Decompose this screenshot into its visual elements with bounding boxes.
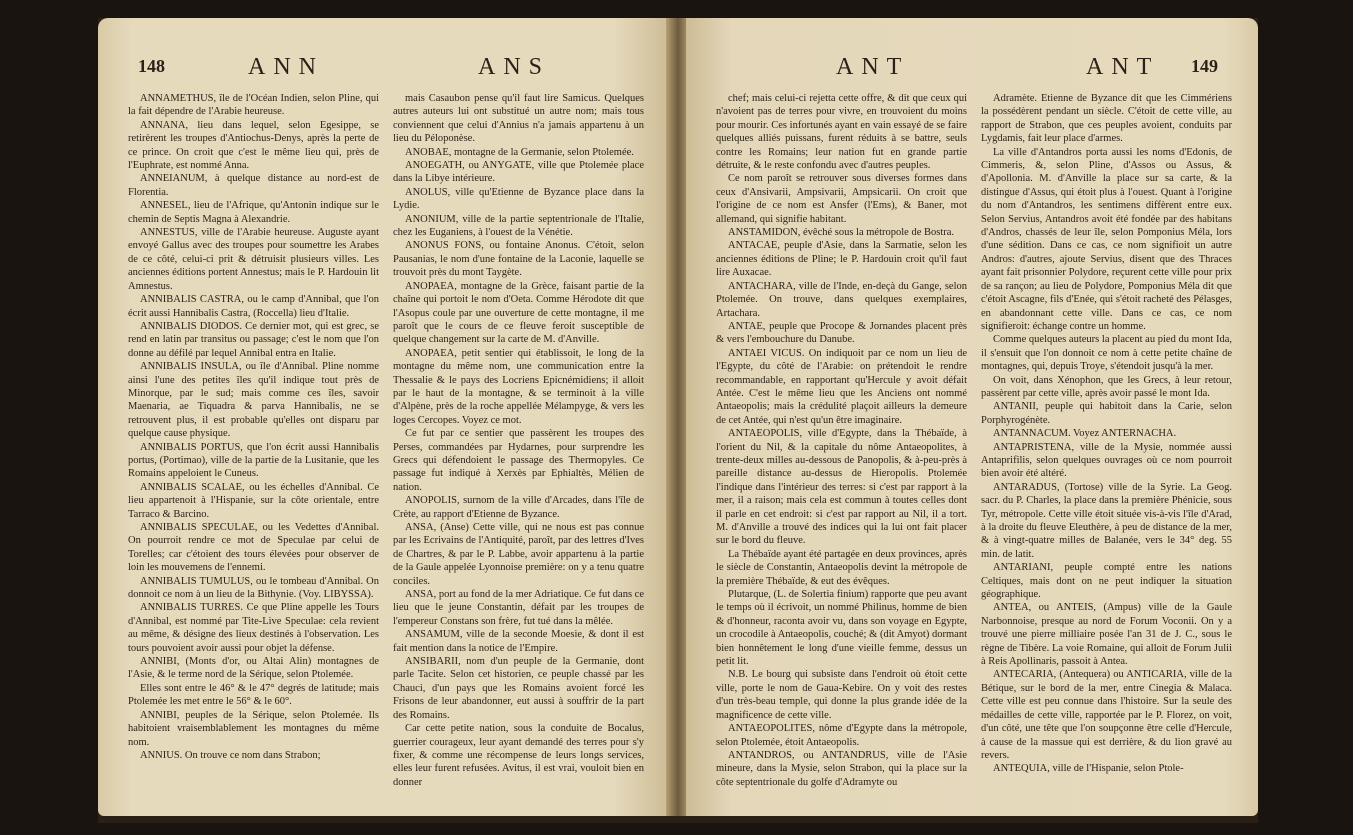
dictionary-entry: ANNIBI, peuples de la Sérique, selon Ptolemée. Ils habitoient vraisemblablement les montagnes du même nom. [128, 709, 379, 748]
dictionary-entry: ANOEGATH, ou ANYGATE, ville que Ptolemée place dans la Libye intérieure. [393, 160, 644, 185]
dictionary-entry: ANNIUS. On trouve ce nom dans Strabon; [140, 749, 321, 761]
text-column [716, 92, 967, 802]
dictionary-entry: ANTEQUIA, ville de l'Hispanie, selon Ptole- [993, 763, 1184, 775]
dictionary-entry: mais Casaubon pense qu'il faut lire Samicus. Quelques autres auteurs lui ont substitué un autre nom; mais tous conviennent que celui d'Annius n'a jamais appartenu à un lieu du Péloponèse. [393, 93, 644, 145]
dictionary-entry: ANSAMUM, ville de la seconde Moesie, & dont il est fait mention dans la notice de l'Empire. [393, 629, 644, 654]
dictionary-entry: ANTARIANI, peuple compté entre les nations Celtiques, mais dont on ne peut indiquer la situation géographique. [981, 562, 1232, 601]
running-head-right: ANS [478, 54, 551, 80]
dictionary-entry: ANONUS FONS, ou fontaine Anonus. C'étoit, selon Pausanias, le nom d'une fontaine de la Laconie, laquelle se trouvoit près du mont Taygète. [393, 240, 644, 279]
dictionary-entry: ANONIUM, ville de la partie septentrionale de l'Italie, chez les Euganiens, à l'ouest de la Vénétie. [393, 213, 644, 239]
dictionary-entry: ANTARADUS, (Tortose) ville de la Syrie. La Geog. sacr. du P. Charles, la place dans la première Phénicie, sous Tyr, métropole. Cette ville étoit située vis-à-vis l'île d'Arad, à la droite du fleuve Eleuthère, à peu de distance de la mer, & à vingt-quatre milles de Balanée, vers le 34° deg. 55 min. de latit. [981, 481, 1232, 560]
dictionary-entry: ANTAE, peuple que Procope & Jornandes placent près & vers l'embouchure du Danube. [716, 320, 967, 346]
dictionary-entry: ANOBAE, montagne de la Germanie, selon Ptolemée. [405, 146, 634, 158]
dictionary-entry: ANNIBALIS DIODOS. Ce dernier mot, qui est grec, se rend en latin par transitus ou passage; c'est le nom que l'on donne au défilé par lequel Annibal entra en Italie. [128, 320, 379, 359]
dictionary-entry: ANSA, (Anse) Cette ville, qui ne nous est pas connue par les Ecrivains de l'Antiquité, paroît, par des lettres d'Ives de Chartres, & par le P. Labbe, avoir appartenu à la partie de la Gaule appelée Lyonnoise première: on y a tenu quatre conciles. [393, 522, 644, 587]
dictionary-entry: On voit, dans Xénophon, que les Grecs, à leur retour, passèrent par cette ville, après avoir passé le mont Ida. [981, 374, 1232, 399]
dictionary-entry: ANTAEI VICUS. On indiquoit par ce nom un lieu de l'Egypte, du côté de l'Arabie: on prétendoit le rendre recommandable, en rapportant qu'Hercule y avoit défait Antée. C'est le même lieu que les Anciens ont nommé Antaeopolis; mais la crédulité plaçoit ailleurs la demeure de cet Antée, qui n'est qu'un être imaginaire. [716, 347, 967, 426]
dictionary-entry: ANNIBALIS INSULA, ou île d'Annibal. Pline nomme ainsi l'une des petites îles qu'il indique tout près de Minorque, par le sud; mais comme ces îles, savoir Maenaria, ae Tiquadra & parva Hannibalis, ne se retrouvent plus, il est probable qu'elles ont disparu par quelque cause physique. [128, 361, 379, 440]
dictionary-entry: ANNEIANUM, à quelque distance au nord-est de Florentia. [128, 173, 379, 198]
dictionary-entry: ANOPOLIS, surnom de la ville d'Arcades, dans l'île de Crète, au rapport d'Etienne de Byzance. [393, 495, 644, 520]
dictionary-entry: Ce nom paroît se retrouver sous diverses formes dans ceux d'Ansivarii, Ampsivarii, Ampsicarii. On croit que l'origine de ce nom est Ansfer (l'Ems), & Baner, mot allemand, qui signifie habitant. [716, 173, 967, 225]
right-page-header [726, 54, 1218, 88]
open-book [98, 18, 1258, 823]
running-head-left: ANN [248, 54, 324, 80]
dictionary-entry: Plutarque, (L. de Solertia finium) rapporte que peu avant le temps où il écrivoit, un nommé Philinus, homme de bien & d'honneur, raconta avoir vu, dans son voyage en Egypte, un crocodile à Antaeopolis, couché; & (dit Amyot) dormant bien honnêtement le long d'une vieille femme, dessus un petit lit. [716, 589, 967, 668]
text-column [393, 92, 644, 802]
dictionary-entry: ANNIBALIS TUMULUS, ou le tombeau d'Annibal. On donnoit ce nom à un lieu de la Bithynie. (Voy. LIBYSSA). [128, 575, 379, 601]
right-page [686, 18, 1258, 816]
dictionary-entry: N.B. Le bourg qui subsiste dans l'endroit où étoit cette ville, porte le nom de Gaua-Kebire. On y voit des restes d'un très-beau temple, qui donne la plus grande idée de la magnificence de cette ville. [716, 669, 967, 721]
dictionary-entry: ANNESEL, lieu de l'Afrique, qu'Antonin indique sur le chemin de Septis Magna à Alexandrie. [128, 200, 379, 225]
dictionary-entry: ANTAEOPOLITES, nôme d'Egypte dans la métropole, selon Ptolemée, étoit Antaeopolis. [716, 723, 967, 748]
dictionary-entry: ANTEA, ou ANTEIS, (Ampus) ville de la Gaule Narbonnoise, presque au nord de Forum Voconii. On y a trouvé une pierre milliaire posée l'an 31 de J. C., sous le règne de Tibère. La voie Romaine, qui alloit de Forum Julii à Reis Apollinaris, passoit à Antea. [981, 602, 1232, 668]
page-number: 149 [1191, 56, 1218, 76]
dictionary-entry: ANTANNACUM. Voyez ANTERNACHA. [993, 428, 1177, 440]
dictionary-entry: ANNIBALIS PORTUS, que l'on écrit aussi Hannibalis portus, (Portimao), ville de la partie de la Lusitanie, que les Romains appeloient le Cuneus. [128, 441, 379, 480]
dictionary-entry: ANTANDROS, ou ANTANDRUS, ville de l'Asie mineure, dans la Mysie, selon Strabon, qui la place sur la côte septentrionale du golfe d'Adramyte ou [716, 749, 967, 788]
dictionary-entry: ANOPAEA, montagne de la Grèce, faisant partie de la chaîne qui portoit le nom d'Oeta. Comme Hérodote dit que l'Asopus coule par une ouverture de cette montagne, il me paroît que le cours de ce fleuve feroit susceptible de quelque changement sur la carte de M. d'Anville. [393, 280, 644, 346]
dictionary-entry: ANSIBARII, nom d'un peuple de la Germanie, dont parle Tacite. Selon cet historien, ce peuple chassé par les Chauci, d'un pays que les Romains avoient forcé les Frisons de leur abandonner, eut aussi à souffrir de la part des Romains. [393, 656, 644, 721]
left-page-header [138, 54, 630, 88]
dictionary-entry: ANTACHARA, ville de l'Inde, en-deçà du Gange, selon Ptolemée. On trouve, dans quelques exemplaires, Artachara. [716, 280, 967, 319]
left-page [98, 18, 670, 816]
dictionary-entry: ANNANA, lieu dans lequel, selon Egesippe, se retirèrent les troupes d'Antiochus-Denys, après la perte de ce prince. On croit que c'est le même lieu qui, près de l'Euphrate, est nommé Anna. [128, 119, 379, 172]
dictionary-entry: Adramète. Etienne de Byzance dit que les Cimmériens la possédèrent pendant un siècle. C'étoit de cette ville, au rapport de Strabon, que ces peuples avoient, conduits par Lygdamis, fait leur place d'armes. [981, 93, 1232, 145]
dictionary-entry: Ce fut par ce sentier que passèrent les troupes des Perses, commandées par Hydarnes, pour surprendre les Grecs qui défendoient le passage des Thermopyles. Ce passage fut indiqué à Xerxès par Ephialtès, Mélien de nation. [393, 428, 644, 493]
dictionary-entry: chef; mais celui-ci rejetta cette offre, & dit que ceux qui n'avoient pas de terres pour vivre, en trouvoient du moins pour mourir. Ces infortunés ayant en vain essayé de se faire quelques alliés puissans, furent réduits à se battre, seuls contre les Romains; leur nation fut en grande partie détruite, & le reste confondu avec d'autres peuples. [716, 93, 967, 172]
running-head-right: ANT [1086, 54, 1160, 80]
dictionary-entry: ANSA, port au fond de la mer Adriatique. Ce fut dans ce lieu que le jeune Constantin, défait par les troupes de l'empereur Constans son frère, fut tué dans la mêlée. [393, 589, 644, 627]
text-column [981, 92, 1232, 802]
dictionary-entry: ANOLUS, ville qu'Etienne de Byzance place dans la Lydie. [393, 186, 644, 212]
dictionary-entry: ANNIBALIS SPECULAE, ou les Vedettes d'Annibal. On pourroit rendre ce mot de Speculae par celui de Torelles; car c'étoient des tours élevées pour observer de loin les mouvemens de l'ennemi. [128, 522, 379, 574]
dictionary-entry: ANNIBI, (Monts d'or, ou Altai Alin) montagnes de l'Asie, & le terme nord de la Sérique, selon Ptolemée. [128, 656, 379, 681]
dictionary-entry: ANTAEOPOLIS, ville d'Egypte, dans la Thébaïde, à l'orient du Nil, & la capitale du nôme Antaeopolites, à trente-deux milles au-dessous de Panopolis, & à-peu-près à pareille distance au-dessus de Hieropolis. Ptolemée l'indique dans l'intérieur des terres: si c'est par rapport à la mer, il a raison; mais cela est commun à toutes celles dont il parle en cet endroit: si c'est par rapport au Nil, il a tort. M. d'Anville a trouvé des indices qui la lui ont fait placer sur le bord du fleuve. [716, 428, 967, 547]
dictionary-entry: La Thébaïde ayant été partagée en deux provinces, après le siècle de Constantin, Antaeopolis devint la métropole de la première Thébaïde, & eut des évêques. [716, 548, 967, 587]
dictionary-entry: Elles sont entre le 46° & le 47° degrés de latitude; mais Ptolemée les met entre le 56° & le 60°. [128, 682, 379, 708]
page-number: 148 [138, 56, 165, 76]
dictionary-entry: ANNIBALIS CASTRA, ou le camp d'Annibal, que l'on écrit aussi Hannibalis Castra, (Roccella) lieu d'Italie. [128, 294, 379, 319]
text-column [128, 92, 379, 802]
running-head-left: ANT [836, 54, 910, 80]
dictionary-entry: ANSTAMIDON, évêché sous la métropole de Bostra. [728, 227, 955, 239]
dictionary-entry: ANNIBALIS SCALAE, ou les échelles d'Annibal. Ce lieu appartenoit à l'Hispanie, sur la côte orientale, entre Tarraco & Barcino. [128, 481, 379, 520]
dictionary-entry: ANTANII, peuple qui habitoit dans la Carie, selon Porphyrogénète. [981, 401, 1232, 426]
dictionary-entry: ANTACAE, peuple d'Asie, dans la Sarmatie, selon les anciennes éditions de Pline; le P. Hardouin croit qu'il faut lire Auxacae. [716, 240, 967, 279]
dictionary-entry: Car cette petite nation, sous la conduite de Bocalus, guerrier courageux, leur ayant demandé des terres pour s'y fixer, & comme une récompense de leurs longs services, elles leur furent refusées. Avitus, il est vrai, vouloit bien en donner [393, 723, 644, 788]
dictionary-entry: ANNIBALIS TURRES. Ce que Pline appelle les Tours d'Annibal, est nommé par Tite-Live Speculae: cela revient au même, & désigne des lieux destinés à l'observation. Les tours pouvoient avoir aussi pour objet la défense. [128, 602, 379, 654]
dictionary-entry: La ville d'Antandros porta aussi les noms d'Edonis, de Cimmeris, &, selon Pline, d'Assos ou Assus, & d'Apollonia. M. d'Anville la place sur sa carte, & la distingue d'Assus, qui étoit plus à l'ouest. Quant à l'origine du nom d'Antandros, les sentimens diffèrent entre eux. Selon Servius, Antandros avoit été fondée par des habitans d'Andros, chassés de leur île, selon Pomponius Méla, lors d'une sédition. Dans ce cas, ce nom signifioit un autre Andros: d'autres, ajoute Servius, disent que des Thraces ayant fait prisonnier Polydore, reçurent cette ville pour prix de sa rançon; au lieu de Polydore, Pomponius Méla dit que c'étoit Ascagne, fils d'Enée, qui s'étoit racheté des Pélasges, en abandonnant cette ville. Dans ce cas, ce nom signifieroit: échange contre un homme. [981, 146, 1232, 332]
dictionary-entry: ANOPAEA, petit sentier qui établissoit, le long de la montagne du même nom, une communication entre la Thessalie & le pays des Locriens Epicnémidiens; il alloit par le haut de la montagne, & se terminoit à la ville d'Alpène, près de la roche appellée Mélampyge, & vers les loges Cercopes. Voyez ce mot. [393, 347, 644, 426]
dictionary-entry: ANNESTUS, ville de l'Arabie heureuse. Auguste ayant envoyé Gallus avec des troupes pour soumettre les Arabes de ce côté, celui-ci prit & détruisit plusieurs villes. Les anciennes éditions portent Annestus; mais le P. Hardouin lit Amnestus. [128, 227, 379, 292]
dictionary-entry: ANTAPRISTENA, ville de la Mysie, nommée aussi Antaprifilis, selon quelques ouvrages où ce nom pourroit bien avoir été altéré. [981, 441, 1232, 480]
dictionary-entry: ANTECARIA, (Antequera) ou ANTICARIA, ville de la Bétique, sur le bord de la mer, entre Cinegia & Malaca. Cette ville est peu connue dans l'histoire. Sur la seule des médailles de cette ville, rapportée par le P. Florez, on voit, d'un côté, une tête que l'on soupçonne être celle d'Hercule, à cause de la massue qui est derrière, & du lion gravé au revers. [981, 669, 1232, 761]
dictionary-entry: Comme quelques auteurs la placent au pied du mont Ida, il s'ensuit que l'on donnoit ce nom à cette petite chaîne de montagnes, qui, depuis Troye, s'étendoit jusqu'à la mer. [981, 334, 1232, 373]
dictionary-entry: ANNAMETHUS, île de l'Océan Indien, selon Pline, qui la fait dépendre de l'Arabie heureuse. [128, 93, 379, 118]
